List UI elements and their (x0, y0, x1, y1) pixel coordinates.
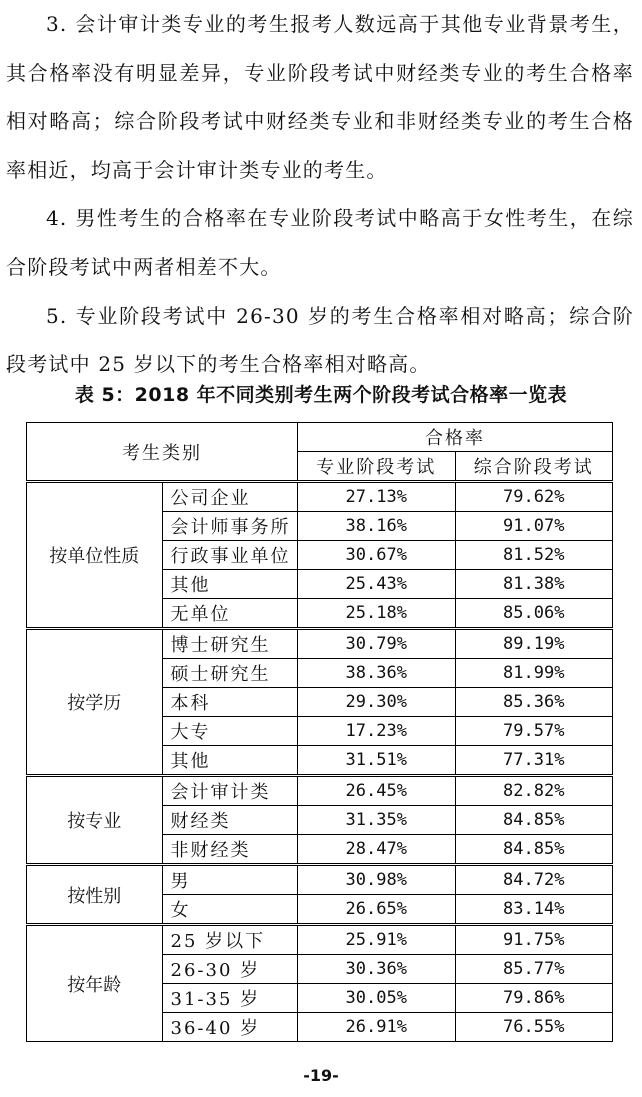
comprehensive-rate: 82.82% (455, 776, 613, 806)
row-label: 其他 (162, 570, 298, 599)
group-label: 按学历 (27, 629, 163, 776)
professional-rate: 27.13% (298, 482, 456, 512)
table-header (27, 423, 613, 482)
professional-rate: 26.45% (298, 776, 456, 806)
comprehensive-rate: 77.31% (455, 746, 613, 776)
comprehensive-rate: 85.77% (455, 955, 613, 984)
professional-rate: 26.65% (298, 895, 456, 925)
professional-rate: 29.30% (298, 688, 456, 717)
professional-rate: 30.05% (298, 984, 456, 1013)
comprehensive-rate: 81.38% (455, 570, 613, 599)
professional-rate: 28.47% (298, 835, 456, 865)
professional-rate: 31.35% (298, 806, 456, 835)
row-label: 25 岁以下 (162, 925, 298, 955)
professional-rate: 25.43% (298, 570, 456, 599)
row-label: 本科 (162, 688, 298, 717)
professional-rate: 26.91% (298, 1013, 456, 1042)
row-label: 行政事业单位 (162, 541, 298, 570)
professional-rate: 38.16% (298, 512, 456, 541)
row-label: 男 (162, 865, 298, 895)
comprehensive-rate: 81.52% (455, 541, 613, 570)
body-text (6, 0, 634, 389)
row-label: 26-30 岁 (162, 955, 298, 984)
comprehensive-rate: 79.86% (455, 984, 613, 1013)
table-row (27, 482, 613, 512)
table-row (27, 629, 613, 659)
table-row (27, 865, 613, 895)
row-label: 会计审计类 (162, 776, 298, 806)
table-row (27, 925, 613, 955)
row-label: 公司企业 (162, 482, 298, 512)
table-caption: 表 5：2018 年不同类别考生两个阶段考试合格率一览表 (74, 384, 568, 406)
header-pass-rate: 合格率 (298, 423, 613, 452)
row-label: 硕士研究生 (162, 659, 298, 688)
professional-rate: 30.67% (298, 541, 456, 570)
comprehensive-rate: 79.62% (455, 482, 613, 512)
comprehensive-rate: 83.14% (455, 895, 613, 925)
row-label: 大专 (162, 717, 298, 746)
paragraph-3: 3. 会计审计类专业的考生报考人数远高于其他专业背景考生，其合格率没有明显差异，专业阶段考试中财经类专业的考生合格率相对略高；综合阶段考试中财经类专业和非财经类专业的考生合格率相近，均高于会计审计类专业的考生。 (6, 12, 634, 182)
comprehensive-rate: 91.07% (455, 512, 613, 541)
header-category: 考生类别 (27, 423, 298, 482)
comprehensive-rate: 89.19% (455, 629, 613, 659)
table-row (27, 776, 613, 806)
row-label: 女 (162, 895, 298, 925)
row-label: 财经类 (162, 806, 298, 835)
group-label: 按专业 (27, 776, 163, 865)
row-label: 会计师事务所 (162, 512, 298, 541)
row-label: 其他 (162, 746, 298, 776)
professional-rate: 25.91% (298, 925, 456, 955)
row-label: 博士研究生 (162, 629, 298, 659)
professional-rate: 30.79% (298, 629, 456, 659)
paragraph-5: 5. 专业阶段考试中 26-30 岁的考生合格率相对略高；综合阶段考试中 25 岁以下的考生合格率相对略高。 (6, 303, 634, 377)
comprehensive-rate: 76.55% (455, 1013, 613, 1042)
comprehensive-rate: 85.06% (455, 599, 613, 629)
header-comprehensive: 综合阶段考试 (455, 452, 613, 482)
group-label: 按单位性质 (27, 482, 163, 629)
group-label: 按年龄 (27, 925, 163, 1042)
professional-rate: 31.51% (298, 746, 456, 776)
professional-rate: 30.36% (298, 955, 456, 984)
row-label: 31-35 岁 (162, 984, 298, 1013)
comprehensive-rate: 81.99% (455, 659, 613, 688)
comprehensive-rate: 84.85% (455, 835, 613, 865)
row-label: 非财经类 (162, 835, 298, 865)
group-label: 按性别 (27, 865, 163, 925)
table-body (27, 482, 613, 1042)
comprehensive-rate: 84.72% (455, 865, 613, 895)
page-number: -19- (303, 1066, 339, 1085)
header-professional: 专业阶段考试 (298, 452, 456, 482)
paragraph-4: 4. 男性考生的合格率在专业阶段考试中略高于女性考生，在综合阶段考试中两者相差不大。 (6, 206, 634, 279)
pass-rate-table (26, 422, 613, 1042)
comprehensive-rate: 85.36% (455, 688, 613, 717)
comprehensive-rate: 79.57% (455, 717, 613, 746)
row-label: 36-40 岁 (162, 1013, 298, 1042)
professional-rate: 25.18% (298, 599, 456, 629)
professional-rate: 38.36% (298, 659, 456, 688)
comprehensive-rate: 91.75% (455, 925, 613, 955)
professional-rate: 17.23% (298, 717, 456, 746)
comprehensive-rate: 84.85% (455, 806, 613, 835)
professional-rate: 30.98% (298, 865, 456, 895)
row-label: 无单位 (162, 599, 298, 629)
